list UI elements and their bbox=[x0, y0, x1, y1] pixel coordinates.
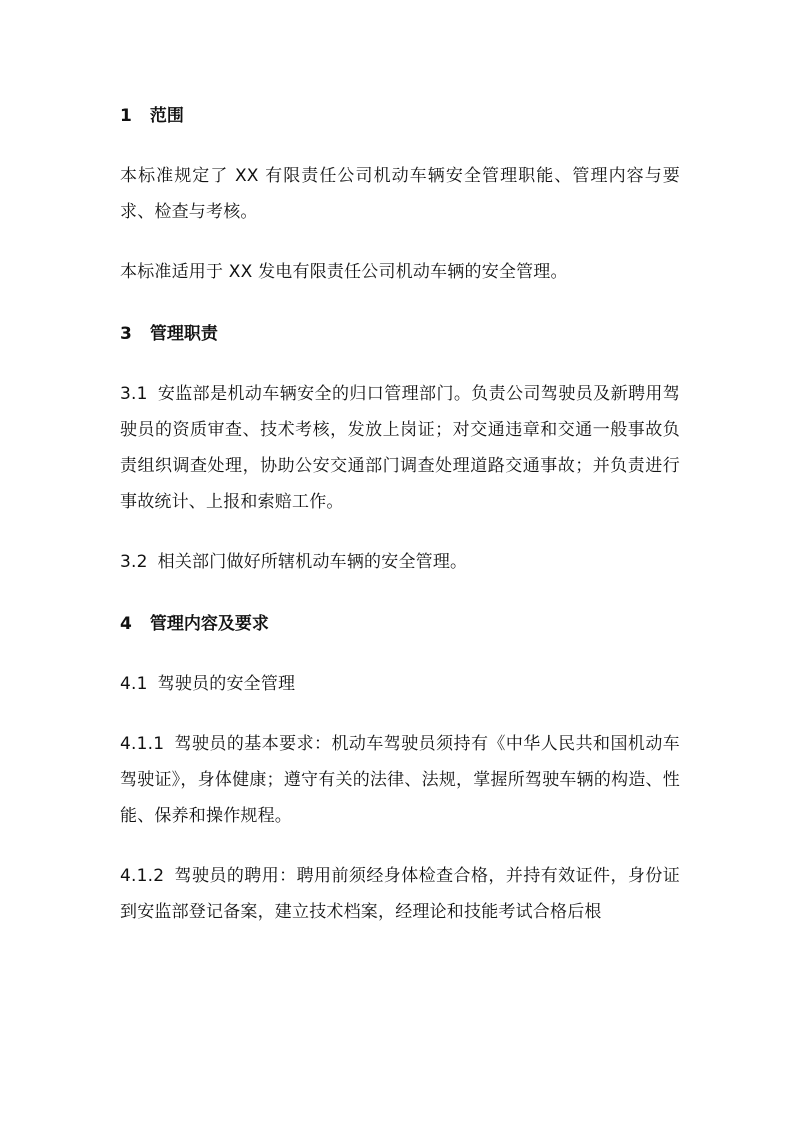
heading-title: 管理内容及要求 bbox=[149, 614, 269, 634]
clause-text: 安监部是机动车辆安全的归口管理部门。负责公司驾驶员及新聘用驾驶员的资质审查、技术考核，发放上岗证；对交通违章和交通一般事故负责组织调查处理，协助公安交通部门调查处理道路交通事故；并负责进行事故统计、上报和索赔工作。 bbox=[120, 384, 680, 512]
paragraph-scope-2: 本标准适用于 XX 发电有限责任公司机动车辆的安全管理。 bbox=[120, 262, 568, 282]
document-body bbox=[120, 96, 680, 954]
paragraph-4-1-2 bbox=[120, 858, 680, 930]
clause-number: 4.1 bbox=[120, 674, 148, 694]
clause-number: 4.1.2 bbox=[120, 866, 165, 886]
heading-number: 1 bbox=[120, 106, 132, 126]
heading-title: 范围 bbox=[149, 106, 184, 126]
clause-number: 4.1.1 bbox=[120, 734, 165, 754]
heading-title: 管理职责 bbox=[149, 324, 218, 344]
paragraph-3-1 bbox=[120, 376, 680, 520]
clause-text: 相关部门做好所辖机动车辆的安全管理。 bbox=[157, 552, 468, 572]
clause-text: 驾驶员的安全管理 bbox=[157, 674, 296, 694]
section-heading-1 bbox=[120, 96, 680, 136]
section-heading-4 bbox=[120, 604, 680, 644]
heading-number: 4 bbox=[120, 614, 132, 634]
paragraph-scope-1: 本标准规定了 XX 有限责任公司机动车辆安全管理职能、管理内容与要求、检查与考核。 bbox=[120, 166, 680, 222]
paragraph-4-1 bbox=[120, 666, 680, 702]
clause-text: 驾驶员的基本要求：机动车驾驶员须持有《中华人民共和国机动车驾驶证》，身体健康；遵守有关的法律、法规，掌握所驾驶车辆的构造、性能、保养和操作规程。 bbox=[120, 734, 680, 826]
clause-number: 3.2 bbox=[120, 552, 148, 572]
heading-number: 3 bbox=[120, 324, 132, 344]
paragraph-4-1-1 bbox=[120, 726, 680, 834]
section-heading-3 bbox=[120, 314, 680, 354]
paragraph-3-2 bbox=[120, 544, 680, 580]
clause-number: 3.1 bbox=[120, 384, 148, 404]
clause-text: 驾驶员的聘用：聘用前须经身体检查合格，并持有效证件，身份证到安监部登记备案，建立技术档案，经理论和技能考试合格后根 bbox=[120, 866, 680, 922]
